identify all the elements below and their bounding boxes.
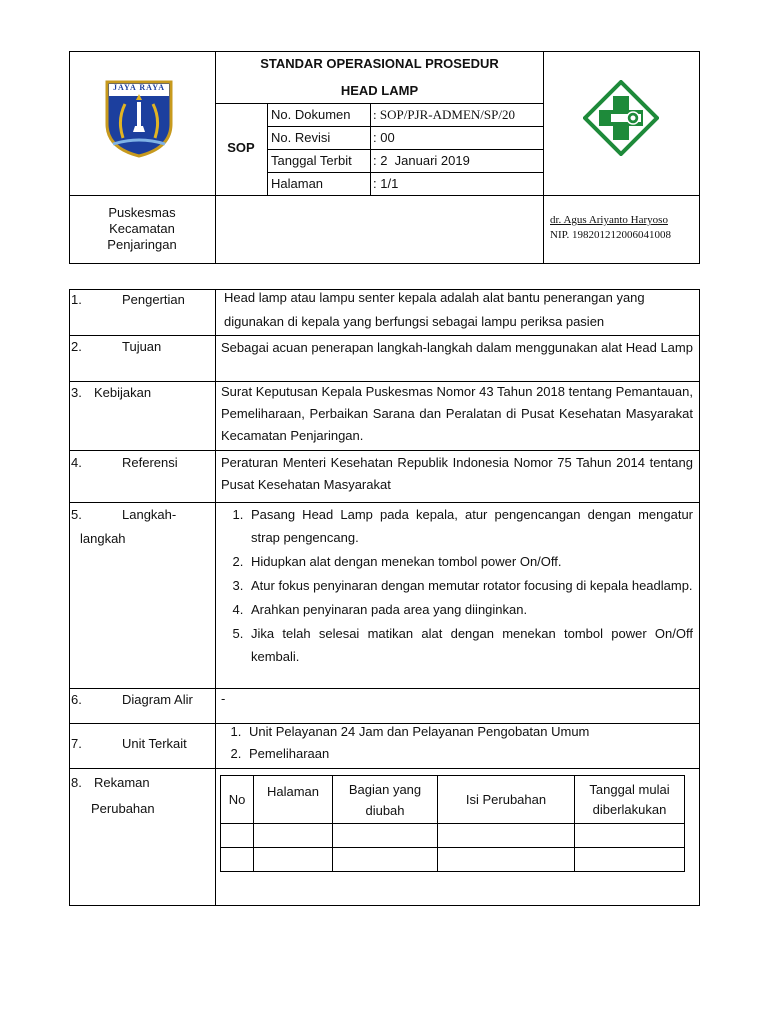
row-label-tujuan: Tujuan xyxy=(122,339,162,354)
meta-label-revisi: No. Revisi xyxy=(271,130,331,145)
step-item: 4. Arahkan penyinaran pada area yang diinginkan. xyxy=(247,598,693,621)
signer-name: dr. Agus Ariyanto Haryoso xyxy=(550,214,668,226)
org-line-1: Puskesmas xyxy=(108,205,176,220)
row-num-1: 1. xyxy=(71,292,82,307)
table-cell xyxy=(575,824,685,848)
signer-nip: NIP. 198201212006041008 xyxy=(550,229,672,241)
col-tanggal xyxy=(575,776,685,824)
row-num-6: 6. xyxy=(71,692,82,707)
doc-subtitle: HEAD LAMP xyxy=(340,83,419,98)
table-cell xyxy=(254,848,333,872)
row-num-5: 5. xyxy=(71,507,82,522)
step-item: 5. Jika telah selesai matikan alat dengan menekan tombol power On/Off kembali. xyxy=(247,622,693,668)
meta-value-dokumen: : SOP/PJR-ADMEN/SP/20 xyxy=(373,107,515,122)
col-tanggal-text: Tanggal mulai diberlakukan xyxy=(589,781,670,817)
emblem-text: JAYA RAYA xyxy=(112,83,166,92)
sop-label: SOP xyxy=(227,140,255,155)
unit-list xyxy=(221,721,693,765)
col-halaman: Halaman xyxy=(254,776,333,824)
meta-value-halaman: : 1/1 xyxy=(373,176,399,191)
step-item: 3. Atur fokus penyinaran dengan memutar rotator focusing di kepala headlamp. xyxy=(247,574,693,597)
unit-item: 1. Unit Pelayanan 24 Jam dan Pelayanan Pengobatan Umum xyxy=(245,721,693,743)
row-label-rekaman-1: Rekaman xyxy=(94,775,150,790)
jaya-raya-emblem-icon xyxy=(103,78,175,158)
meta-label-halaman: Halaman xyxy=(271,176,324,191)
kebijakan-text: Surat Keputusan Kepala Puskesmas Nomor 43 Tahun 2018 tentang Pemantauan, Pemeliharaan, Perbaikan Sarana dan Peralatan di Pusat Kesehatan Masyarakat Kecamatan Penjaringan. xyxy=(221,384,693,443)
table-cell xyxy=(333,824,438,848)
table-cell xyxy=(438,848,575,872)
tujuan-text: Sebagai acuan penerapan langkah-langkah dalam menggunakan alat Head Lamp xyxy=(221,340,693,355)
table-cell xyxy=(575,848,685,872)
unit-item: 2. Pemeliharaan xyxy=(245,743,693,765)
row-label-referensi: Referensi xyxy=(122,455,178,470)
meta-label-tanggal: Tanggal Terbit xyxy=(271,153,352,168)
col-no: No xyxy=(221,776,254,824)
langkah-steps xyxy=(221,503,693,669)
row-label-langkah-1: Langkah- xyxy=(122,507,177,522)
row-label-diagram: Diagram Alir xyxy=(122,692,193,707)
row-num-2: 2. xyxy=(71,339,82,354)
org-line-2: Kecamatan xyxy=(109,221,175,236)
org-line-3: Penjaringan xyxy=(107,237,177,252)
col-bagian-text: Bagian yang diubah xyxy=(348,781,422,818)
row-label-pengertian: Pengertian xyxy=(122,292,185,307)
table-cell xyxy=(333,848,438,872)
table-cell xyxy=(221,848,254,872)
step-item: 1. Pasang Head Lamp pada kepala, atur pengencangan dengan mengatur strap pengencang. xyxy=(247,503,693,549)
referensi-text: Peraturan Menteri Kesehatan Republik Indonesia Nomor 75 Tahun 2014 tentang Pusat Kesehatan Masyarakat xyxy=(221,455,693,492)
col-bagian xyxy=(333,776,438,824)
row-num-7: 7. xyxy=(71,736,82,751)
meta-value-revisi: : 00 xyxy=(373,130,395,145)
row-label-kebijakan: Kebijakan xyxy=(94,385,152,400)
revision-table xyxy=(220,775,685,872)
row-num-4: 4. xyxy=(71,455,82,470)
meta-value-tanggal: : 2 Januari 2019 xyxy=(373,153,470,168)
row-num-8: 8. xyxy=(71,775,82,790)
table-cell xyxy=(254,824,333,848)
row-label-rekaman-2: Perubahan xyxy=(91,801,155,816)
row-label-unit: Unit Terkait xyxy=(122,736,187,751)
diagram-text: - xyxy=(221,691,226,706)
pengertian-line-1: Head lamp atau lampu senter kepala adalah alat bantu penerangan yang xyxy=(224,290,645,305)
row-label-langkah-2: langkah xyxy=(80,531,126,546)
step-item: 2. Hidupkan alat dengan menekan tombol power On/Off. xyxy=(247,550,693,573)
col-isi: Isi Perubahan xyxy=(438,776,575,824)
pengertian-line-2: digunakan di kepala yang berfungsi sebagai lampu periksa pasien xyxy=(224,314,605,329)
table-cell xyxy=(221,824,254,848)
meta-label-dokumen: No. Dokumen xyxy=(271,107,351,122)
table-cell xyxy=(438,824,575,848)
row-num-3: 3. xyxy=(71,385,82,400)
puskesmas-cross-logo-icon xyxy=(583,80,659,156)
doc-title: STANDAR OPERASIONAL PROSEDUR xyxy=(260,56,499,71)
